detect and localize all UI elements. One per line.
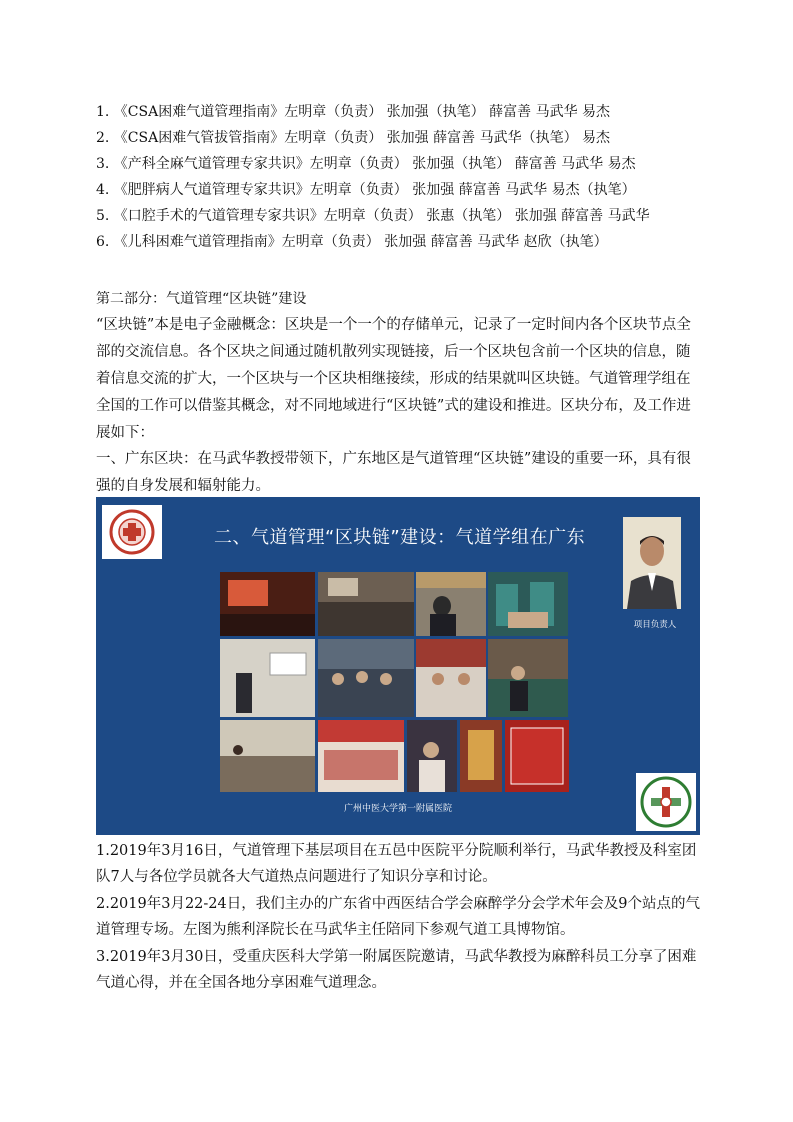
event-photo	[318, 639, 414, 717]
reference-item: 4. 《肥胖病人气道管理专家共识》左明章（负责） 张加强 薛富善 马武华 易杰（执笔）	[96, 182, 636, 198]
reference-item: 2. 《CSA困难气管拔管指南》左明章（负责） 张加强 薛富善 马武华（执笔） 易杰	[96, 130, 611, 146]
reference-item: 6. 《儿科困难气道管理指南》左明章（负责） 张加强 薛富善 马武华 赵欣（执笔）	[96, 234, 608, 250]
event-photo	[505, 720, 569, 792]
presentation-slide-image	[96, 497, 700, 835]
news-item: 1.2019年3月16日，气道管理下基层项目在五邑中医院平分院顺利举行，马武华教授及科室团队7人与各位学员就各大气道热点问题进行了知识分享和讨论。	[96, 843, 697, 885]
event-photo	[460, 720, 502, 792]
event-photo	[488, 639, 568, 717]
event-photo	[318, 720, 404, 792]
event-photo	[220, 572, 315, 636]
news-item: 3.2019年3月30日，受重庆医科大学第一附属医院邀请，马武华教授为麻醉科员工分享了困难气道心得，并在全国各地分享困难气道理念。	[96, 949, 697, 991]
reference-item: 3. 《产科全麻气道管理专家共识》左明章（负责） 张加强（执笔） 薛富善 马武华 易杰	[96, 156, 636, 172]
reference-list	[96, 99, 650, 255]
event-photo	[416, 639, 486, 717]
portrait-caption: 项目负责人	[633, 620, 677, 630]
region-paragraph: 一、广东区块：在马武华教授带领下，广东地区是气道管理“区块链”建设的重要一环，具有很强的自身发展和辐射能力。	[96, 451, 691, 494]
event-photo	[220, 720, 315, 792]
event-photo	[416, 572, 486, 636]
reference-item: 1. 《CSA困难气道管理指南》左明章（负责） 张加强（执笔） 薛富善 马武华 易杰	[96, 104, 611, 120]
slide-footer: 广州中医大学第一附属医院	[343, 804, 452, 814]
reference-item: 5. 《口腔手术的气道管理专家共识》左明章（负责） 张惠（执笔） 张加强 薛富善 马武华	[96, 208, 650, 224]
society-logo-icon	[102, 505, 162, 559]
hospital-logo-icon	[636, 773, 696, 831]
event-photo	[318, 572, 414, 636]
event-photo	[220, 639, 315, 717]
intro-paragraph: “区块链”本是电子金融概念：区块是一个一个的存储单元，记录了一定时间内各个区块节点全部的交流信息。各个区块之间通过随机散列实现链接，后一个区块包含前一个区块的信息，随着信息交流的扩大，一个区块与一个区块相继接续，形成的结果就叫区块链。气道管理学组在全国的工作可以借鉴其概念，对不同地域进行“区块链”式的建设和推进。区块分布，及工作进展如下：	[96, 317, 691, 441]
event-photo	[407, 720, 457, 792]
event-photo	[488, 572, 568, 636]
section-heading: 第二部分：气道管理“区块链”建设	[96, 291, 307, 307]
slide-title: 二、气道管理“区块链”建设：气道学组在广东	[214, 527, 586, 548]
news-item: 2.2019年3月22-24日，我们主办的广东省中西医结合学会麻醉学分会学术年会及9个站点的气道管理专场。左图为熊利泽院长在马武华主任陪同下参观气道工具博物馆。	[96, 896, 700, 938]
portrait-photo	[623, 517, 681, 609]
